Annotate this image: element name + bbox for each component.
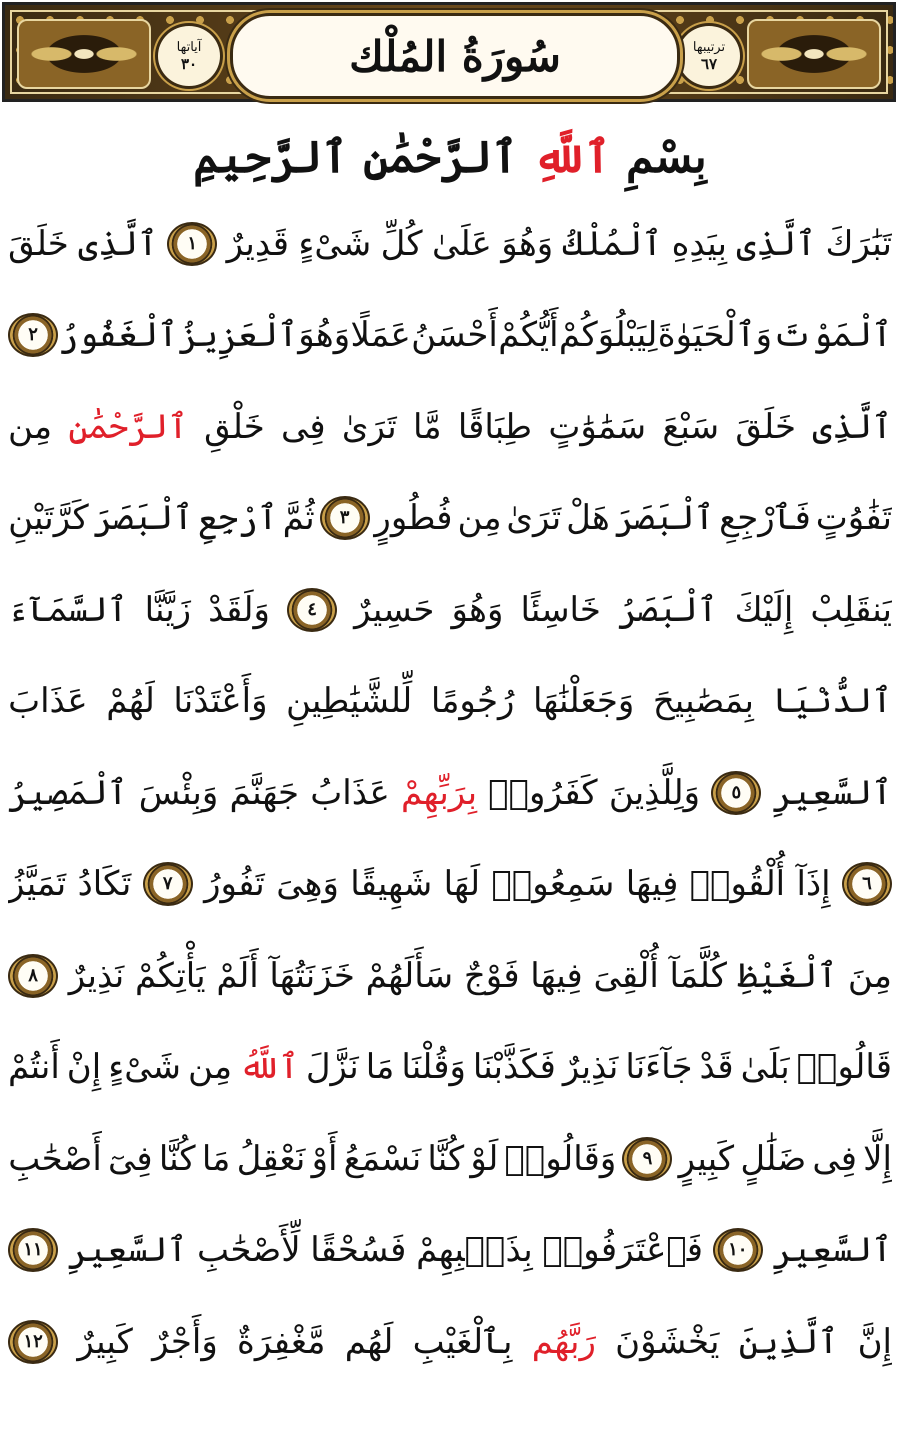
- verse-word: عَلَىٰ: [431, 223, 492, 264]
- verse-word: ٱلْبَصَرَ: [614, 498, 715, 539]
- basmala-word-1: بِسْمِ: [625, 131, 707, 183]
- verse-word: لَوْ: [470, 1138, 499, 1179]
- verse-word: بِيَدِهِ: [671, 223, 727, 264]
- verse-word: مَّغْفِرَةٌ: [237, 1321, 326, 1362]
- verse-word: فِى: [281, 406, 326, 447]
- verse-word: وَهُوَ: [501, 223, 554, 264]
- verse-word: سَأَلَهُمْ: [365, 955, 454, 996]
- verse-word: تَفَٰوُتٍ: [815, 498, 892, 539]
- verse-word: ٱلدُّنْيَا: [772, 681, 892, 722]
- verse-word: بِذَنۢبِهِمْ: [416, 1230, 533, 1271]
- ayah-number-marker: ١٢: [8, 1320, 58, 1364]
- verse-word: ضَلَٰلٍ: [740, 1138, 807, 1179]
- verse-word: تَرَىٰ: [506, 498, 562, 539]
- verse-word: فَوْجٌ: [463, 955, 520, 996]
- verse-word: ٱلسَّمَآءَ: [8, 589, 128, 630]
- verse-word: أَنتُمْ: [8, 1047, 60, 1088]
- verse-word: ٱلسَّعِيرِ: [772, 772, 892, 813]
- verse-word: نَذِيرٌ: [562, 1047, 619, 1088]
- verse-line: [8, 839, 892, 931]
- verse-line: [8, 564, 892, 656]
- verse-lines: [8, 198, 892, 1388]
- verse-word: فِىٓ: [108, 1138, 153, 1179]
- verse-word: مَا: [201, 1138, 231, 1179]
- verse-word: أَيُّكُمْ: [498, 315, 559, 356]
- verse-word: مِن: [188, 1047, 233, 1088]
- verse-word: وَهُوَ: [298, 315, 351, 356]
- verse-word: وَجَعَلْنَٰهَا: [532, 681, 635, 722]
- verse-word: إِلَيْكَ: [734, 589, 794, 630]
- ayah-count-label: آياتها: [176, 39, 202, 55]
- verse-word: قَدْ: [699, 1047, 734, 1088]
- verse-word: وَهُوَ: [451, 589, 504, 630]
- verse-word: تَمَيَّزُ: [8, 864, 67, 905]
- ayah-number-marker: ٩: [622, 1137, 672, 1181]
- verse-word: ٱلسَّعِيرِ: [67, 1230, 188, 1271]
- verse-word: كَرَّتَيْنِ: [8, 498, 89, 539]
- verse-word: لَهَا: [443, 864, 481, 905]
- verse-word: ٱلْمُلْكُ: [562, 223, 663, 264]
- verse-word: إِنْ: [66, 1047, 102, 1088]
- verse-line: [8, 1205, 892, 1297]
- verse-word: كُلَّمَآ: [669, 955, 727, 996]
- basmala: [0, 118, 900, 196]
- ayah-count-medallion: [155, 23, 223, 89]
- verse-line: [8, 747, 892, 839]
- verse-word: بِمَصَٰبِيحَ: [652, 681, 754, 722]
- verse-word: شَىْءٍ: [298, 223, 372, 264]
- verse-line: [8, 1022, 892, 1114]
- verse-word: فُطُورٍ: [374, 498, 453, 539]
- verse-line: [8, 930, 892, 1022]
- surah-order-label: ترتيبها: [692, 39, 726, 55]
- divine-name-word: بِرَبِّهِمْ: [401, 772, 478, 813]
- verse-word: عَذَابَ: [8, 681, 88, 722]
- verse-word: نَزَّلَ: [305, 1047, 359, 1088]
- verse-word: كُلِّ: [380, 223, 423, 264]
- verse-word: طِبَاقًا: [457, 406, 533, 447]
- verse-word: سَمَٰوَٰتٍ: [548, 406, 647, 447]
- verse-word: خَاسِئًا: [520, 589, 601, 630]
- ayah-number-marker: ٣: [320, 496, 370, 540]
- verse-word: تَكَادُ: [77, 864, 132, 905]
- verse-word: إِنَّ: [857, 1321, 892, 1362]
- verse-word: فَٱرْجِعِ: [719, 498, 811, 539]
- right-floral-ornament: [747, 19, 881, 89]
- ayah-number-marker: ١: [167, 222, 217, 266]
- verse-word: فَكَذَّبْنَا: [472, 1047, 556, 1088]
- verse-word: يَأْتِكُمْ: [134, 955, 206, 996]
- verse-word: فَسُحْقًا: [310, 1230, 407, 1271]
- verse-word: ٱلْغَيْظِ: [737, 955, 838, 996]
- verse-word: لِيَبْلُوَكُمْ: [558, 315, 658, 356]
- verse-word: يَنقَلِبْ: [810, 589, 892, 630]
- verse-word: لِّلشَّيَٰطِينِ: [286, 681, 413, 722]
- surah-order-value: ٦٧: [700, 54, 718, 73]
- verse-word: نَذِيرٌ: [68, 955, 125, 996]
- verse-word: تَرَىٰ: [341, 406, 397, 447]
- verse-word: ٱلْمَوْتَ: [772, 315, 892, 356]
- verse-word: عَذَابُ: [310, 772, 390, 813]
- verse-word: ٱلْمَصِيرُ: [8, 772, 128, 813]
- surah-title: سُورَةُ المُلْك: [349, 31, 561, 81]
- verse-word: أَوْ: [311, 1138, 338, 1179]
- verse-word: فِى: [812, 1138, 857, 1179]
- verse-word: ٱلْعَزِيزُ: [178, 315, 298, 356]
- verse-word: جَهَنَّمَ: [229, 772, 300, 813]
- verse-word: فِيهَا: [625, 864, 679, 905]
- verse-word: زَيَّنَّا: [144, 589, 192, 630]
- basmala-word-rest: ٱلرَّحْمَٰنِ ٱلرَّحِيمِ: [193, 131, 518, 183]
- verse-word: كُنَّا: [158, 1138, 196, 1179]
- verse-word: ٱلْغَفُورُ: [58, 315, 178, 356]
- verse-word: وَلِلَّذِينَ: [608, 772, 701, 813]
- verse-word: وَقُلْنَا: [401, 1047, 466, 1088]
- verse-word: إِلَّا: [863, 1138, 892, 1179]
- verse-word: كَبِيرٍ: [678, 1138, 735, 1179]
- verse-line: [8, 473, 892, 565]
- ayah-number-marker: ٦: [842, 862, 892, 906]
- verse-word: ٱلسَّعِيرِ: [772, 1230, 892, 1271]
- verse-line: [8, 381, 892, 473]
- verse-word: خَلَقَ: [8, 223, 69, 264]
- divine-name-word: ٱللَّهُ: [239, 1047, 299, 1088]
- verse-word: عَمَلًا: [350, 315, 411, 356]
- left-floral-ornament: [17, 19, 151, 89]
- verse-line: [8, 198, 892, 290]
- verse-word: شَهِيقًا: [350, 864, 433, 905]
- divine-name-word: ٱلرَّحْمَٰنِ: [68, 406, 188, 447]
- surah-order-medallion: [675, 23, 743, 89]
- verse-word: جَآءَنَا: [625, 1047, 693, 1088]
- verse-word: تَفُورُ: [204, 864, 265, 905]
- verse-word: كَفَرُوا۟: [488, 772, 598, 813]
- verse-word: نَسْمَعُ: [343, 1138, 422, 1179]
- verse-line: [8, 656, 892, 748]
- verse-word: وَلَقَدْ: [208, 589, 270, 630]
- verse-line: [8, 1296, 892, 1388]
- verse-word: مَا: [365, 1047, 395, 1088]
- surah-header-frame: [2, 2, 896, 102]
- verse-line: [8, 1113, 892, 1205]
- verse-word: وَٱلْحَيَوٰةَ: [657, 315, 773, 356]
- divine-name-word: رَبَّهُم: [531, 1321, 596, 1362]
- verse-word: لِّأَصْحَٰبِ: [196, 1230, 301, 1271]
- verse-word: لَهُمْ: [106, 681, 155, 722]
- verse-word: نَعْقِلُ: [236, 1138, 306, 1179]
- verse-word: كُنَّا: [427, 1138, 465, 1179]
- verse-word: خَلَقَ: [735, 406, 797, 447]
- ayah-number-marker: ٢: [8, 313, 58, 357]
- verse-word: سَبْعَ: [662, 406, 720, 447]
- verse-word: ٱلَّذِينَ: [738, 1321, 839, 1362]
- verse-word: هَلْ: [566, 498, 610, 539]
- verse-word: ٱلَّذِى: [78, 223, 158, 264]
- verse-word: ٱلْبَصَرَ: [93, 498, 194, 539]
- verse-word: لَهُم: [344, 1321, 394, 1362]
- verse-word: فِيهَا: [530, 955, 583, 996]
- verse-word: حَسِيرٌ: [354, 589, 435, 630]
- ayah-number-marker: ٨: [8, 954, 58, 998]
- verse-word: ٱلَّذِى: [736, 223, 817, 264]
- verse-word: وَأَجْرٌ: [152, 1321, 218, 1362]
- verse-word: شَىْءٍ: [108, 1047, 182, 1088]
- basmala-word-allah: ٱللَّهِ: [533, 131, 611, 183]
- ayah-number-marker: ١٠: [713, 1228, 763, 1272]
- verse-word: إِذَآ: [796, 864, 831, 905]
- verse-word: أُلْقِىَ: [593, 955, 659, 996]
- verse-word: رُجُومًا: [430, 681, 515, 722]
- verse-word: تَبَٰرَكَ: [825, 223, 892, 264]
- verse-word: سَمِعُوا۟: [491, 864, 615, 905]
- verse-word: أَحْسَنُ: [411, 315, 498, 356]
- verse-word: أَلَمْ: [216, 955, 259, 996]
- verse-word: بَلَىٰ: [740, 1047, 790, 1088]
- ayah-number-marker: ٧: [143, 862, 193, 906]
- ayah-count-value: ٣٠: [180, 54, 198, 73]
- verse-word: أُلْقُوا۟: [689, 864, 786, 905]
- verse-word: مِن: [8, 406, 53, 447]
- verse-word: خَزَنَتُهَآ: [269, 955, 355, 996]
- verse-word: وَقَالُوا۟: [504, 1138, 617, 1179]
- verse-word: ٱلْبَصَرُ: [617, 589, 718, 630]
- verse-word: فَٱعْتَرَفُوا۟: [542, 1230, 704, 1271]
- ayah-number-marker: ٥: [711, 771, 761, 815]
- ayah-number-marker: ٤: [287, 588, 337, 632]
- verse-word: يَخْشَوْنَ: [615, 1321, 720, 1362]
- verse-word: وَأَعْتَدْنَا: [173, 681, 268, 722]
- verse-word: قَدِيرٌ: [226, 223, 289, 264]
- verse-word: أَصْحَٰبِ: [8, 1138, 102, 1179]
- verse-word: ٱلَّذِى: [812, 406, 892, 447]
- verse-word: ٱرْجِعِ: [198, 498, 278, 539]
- surah-title-cartouche: [230, 13, 680, 99]
- verse-word: كَبِيرٌ: [77, 1321, 133, 1362]
- verse-word: وَهِىَ: [276, 864, 339, 905]
- verse-word: قَالُوا۟: [796, 1047, 892, 1088]
- verse-line: [8, 290, 892, 382]
- verse-word: خَلْقِ: [204, 406, 265, 447]
- ayah-number-marker: ١١: [8, 1228, 58, 1272]
- verse-word: مَّا: [412, 406, 442, 447]
- verse-word: مِنَ: [847, 955, 892, 996]
- verse-word: بِٱلْغَيْبِ: [412, 1321, 513, 1362]
- verse-word: وَبِئْسَ: [138, 772, 219, 813]
- verse-word: ثُمَّ: [282, 498, 315, 539]
- verse-word: مِن: [457, 498, 502, 539]
